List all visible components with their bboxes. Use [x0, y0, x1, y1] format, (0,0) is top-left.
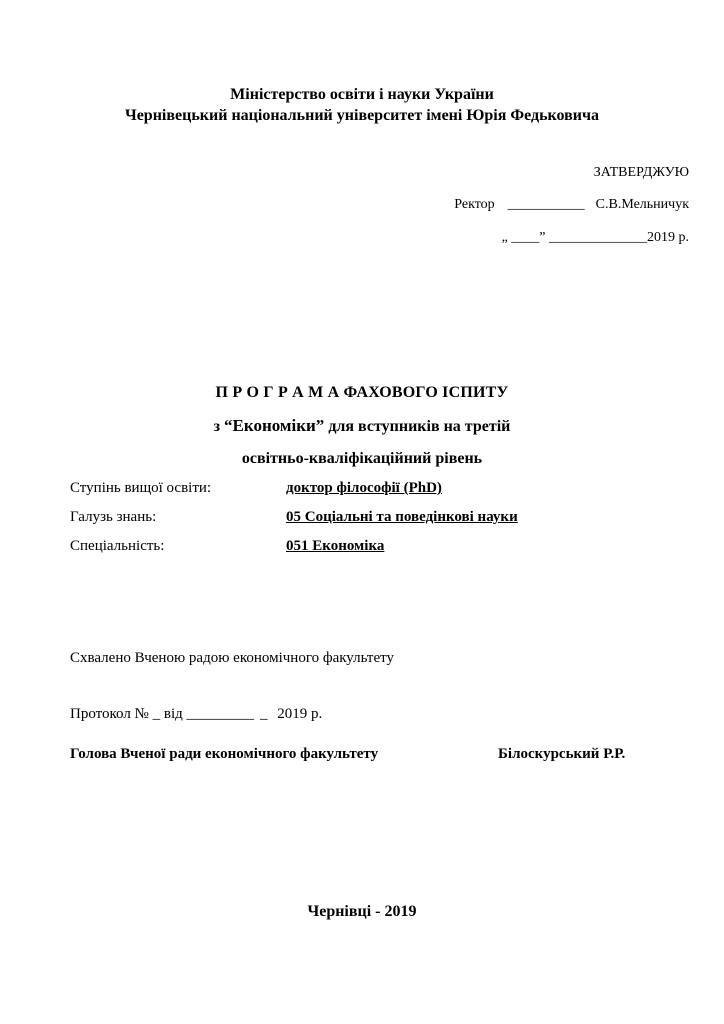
approve-word: ЗАТВЕРДЖУЮ	[593, 165, 689, 180]
field-value: 05 Соціальні та поведінкові науки	[286, 509, 518, 525]
field-label: Галузь знань:	[70, 509, 157, 525]
date-day-blank: ____	[511, 230, 540, 245]
rector-line	[454, 197, 689, 213]
protocol-line	[70, 706, 322, 723]
date-month-blank: ______________	[549, 230, 647, 245]
degree-row	[70, 480, 670, 500]
date-year: 2019 р.	[647, 230, 689, 245]
protocol-year: 2019 р.	[277, 706, 323, 722]
program-title: П Р О Г Р А М А ФАХОВОГО ІСПИТУ	[215, 384, 509, 401]
program-level: освітньо-кваліфікаційний рівень	[241, 450, 483, 467]
subtitle-subject: “Економіки”	[224, 416, 325, 435]
rector-name: С.В.Мельничук	[595, 197, 689, 212]
protocol-from-word: від	[163, 706, 183, 722]
date-close-quote: ”	[539, 230, 546, 245]
degree-value: доктор філософії (PhD)	[286, 480, 442, 496]
approved-by-council: Схвалено Вченою радою економічного факультету	[70, 650, 394, 666]
specialty-value: 051 Економіка	[286, 538, 385, 554]
council-head-title: Голова Вченої ради економічного факультету	[70, 746, 379, 762]
rector-signature-blank: ___________	[507, 197, 585, 212]
date-open-quote: „	[501, 230, 508, 245]
approval-date-line	[502, 230, 689, 246]
field-row	[70, 509, 670, 529]
protocol-trailing-blank: _	[260, 706, 268, 722]
protocol-number-blank: _	[152, 706, 161, 722]
specialty-label: Спеціальність:	[70, 538, 165, 554]
city-year-footer: Чернівці - 2019	[307, 903, 417, 920]
subtitle-prefix: з	[213, 418, 221, 435]
degree-label: Ступінь вищої освіти:	[70, 480, 212, 496]
subtitle-suffix: для вступників на третій	[328, 418, 511, 435]
rector-label: Ректор	[454, 197, 495, 212]
council-head-name: Білоскурський Р.Р.	[498, 746, 626, 762]
university-heading: Чернівецький національний університет імені Юрія Федьковича	[124, 107, 600, 124]
ministry-heading: Міністерство освіти і науки України	[230, 86, 494, 103]
specialty-row	[70, 538, 670, 558]
protocol-label: Протокол №	[70, 706, 149, 722]
program-subtitle	[0, 416, 724, 436]
protocol-date-blank: _________	[186, 706, 255, 722]
